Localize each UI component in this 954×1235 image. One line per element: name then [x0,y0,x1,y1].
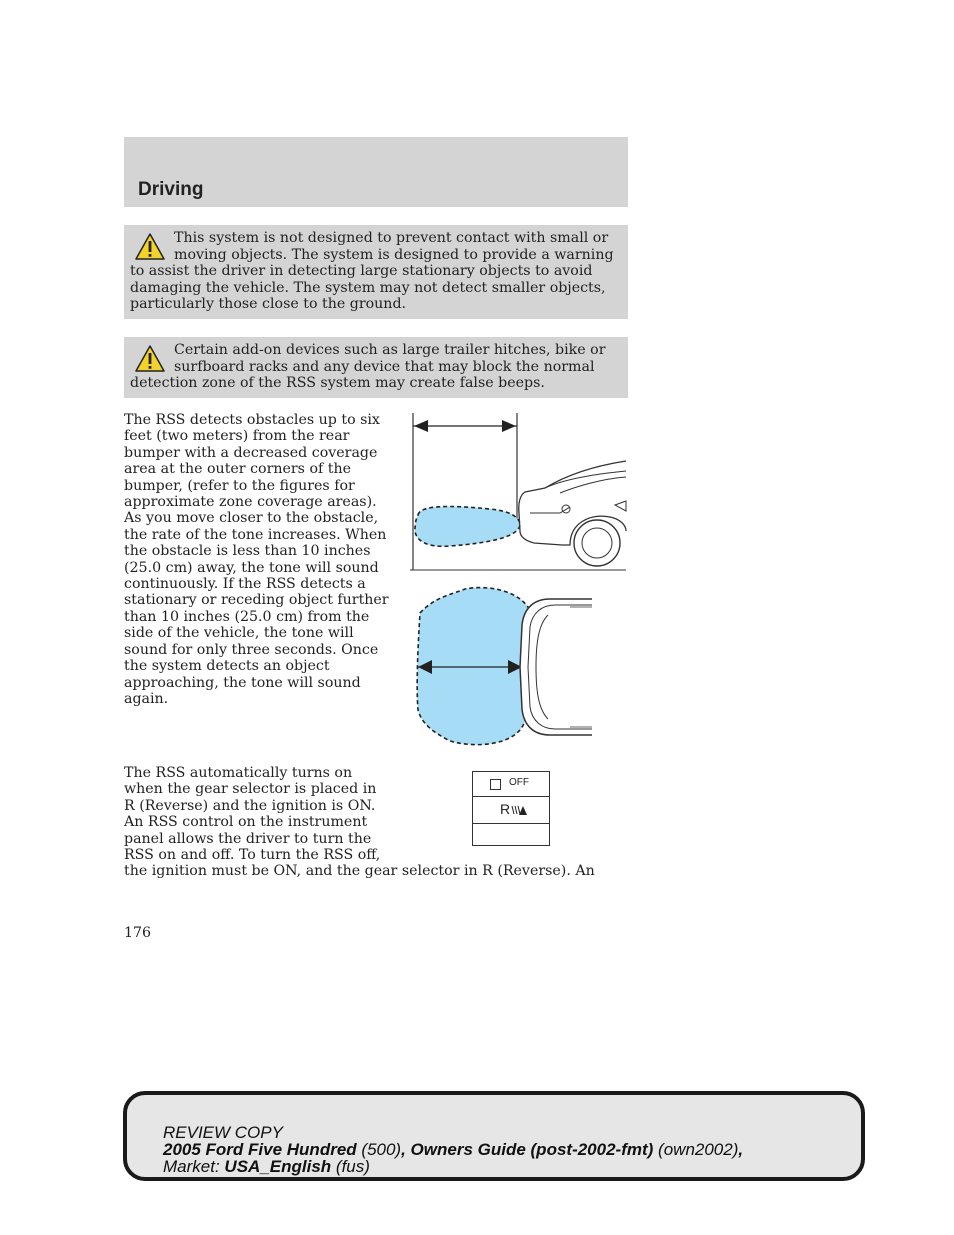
text-line: sound for only three seconds. Once [124,641,379,658]
footer-document-line [163,1141,743,1158]
text-line: The RSS automatically turns on [124,765,353,781]
guide-title: Owners Guide (post-2002-fmt) [410,1140,654,1159]
off-label: OFF [509,777,529,788]
text-line: again. [124,690,169,707]
market-value: USA_English [224,1157,332,1176]
section-header-band [124,137,628,207]
text-line: panel allows the driver to turn the [124,830,372,847]
rear-sensing-icon [511,804,527,816]
warning-box-2 [124,337,628,398]
section-title: Driving [138,179,204,200]
warning-triangle-icon [134,232,166,262]
text-line: An RSS control on the instrument [124,814,368,831]
text-line: bumper, (refer to the figures for [124,477,355,494]
review-copy-footer [123,1091,865,1181]
review-copy-label: REVIEW COPY [163,1123,283,1142]
reverse-label: R [500,801,511,817]
separator: , [738,1140,744,1159]
warning-text-2: Certain add-on devices such as large trailer hitches, bike or surfboard racks and any device that may block the normal detection zone of the RSS system may create false beeps. [130,342,606,391]
rss-detection-paragraph [124,412,389,707]
market-code: (fus) [335,1157,370,1176]
page-number: 176 [124,925,152,941]
text-line: As you move closer to the obstacle, [124,510,379,527]
rss-symbol-row [473,797,549,824]
model-code: (500) [361,1140,402,1159]
text-line: the system detects an object [124,658,330,675]
rss-off-row [473,772,549,797]
text-line: (25.0 cm) away, the tone will sound [124,559,379,576]
text-line: the rate of the tone increases. When [124,526,387,543]
footer-market-line [163,1158,743,1175]
text-line: side of the vehicle, the tone will [124,625,354,642]
text-line: the obstacle is less than 10 inches [124,543,371,560]
text-line: the ignition must be ON, and the gear selector in R (Reverse). An [124,863,595,880]
rss-top-view-figure [410,585,595,750]
off-indicator-box [490,779,501,790]
separator: , [401,1140,411,1159]
guide-code: (own2002) [658,1140,739,1159]
rss-control-switch[interactable] [472,771,550,846]
warning-box-1 [124,225,628,319]
text-line: continuously. If the RSS detects a [124,576,366,593]
text-line: approximate zone coverage areas). [124,494,377,511]
market-label: Market: [163,1157,220,1176]
vehicle-model: 2005 Ford Five Hundred [163,1140,357,1159]
text-line: RSS on and off. To turn the RSS off, [124,847,381,864]
warning-text-1: This system is not designed to prevent contact with small or moving objects. The system is designed to provide a warning to assist the driver in detecting large stationary objects to avoid damaging the vehicle. The system may not detect smaller objects, particularly those close to the ground. [130,230,614,312]
text-line: The RSS detects obstacles up to six [124,412,380,428]
text-line: feet (two meters) from the rear [124,428,350,445]
text-line: stationary or receding object further [124,592,389,609]
text-line: approaching, the tone will sound [124,674,361,691]
text-line: than 10 inches (25.0 cm) from the [124,608,370,625]
text-line: bumper with a decreased coverage [124,444,378,461]
text-line: when the gear selector is placed in [124,781,377,798]
text-line: R (Reverse) and the ignition is ON. [124,797,376,814]
text-line: area at the outer corners of the [124,461,351,478]
warning-triangle-icon [134,344,166,374]
rss-side-view-figure [410,413,630,573]
